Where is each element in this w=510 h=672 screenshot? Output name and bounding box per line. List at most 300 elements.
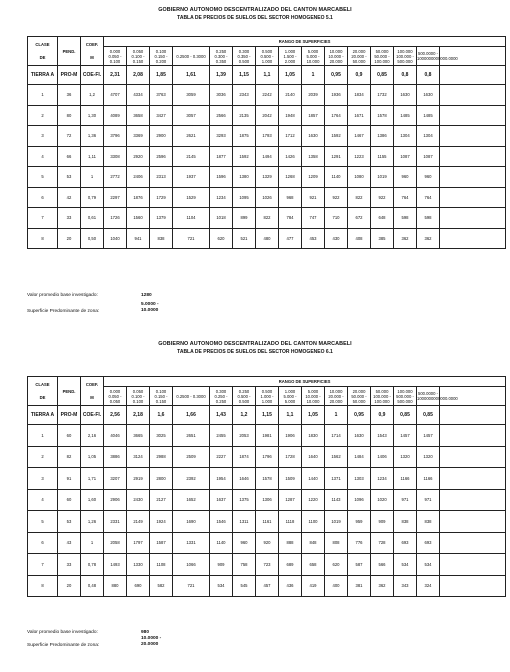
price-cell: 838 [394,511,417,533]
pendiente-header: PEND. [58,37,81,66]
price-cell: 1329 [256,167,279,188]
price-cell: 764 [417,187,440,208]
price-cell: 2900 [150,126,173,147]
area-value [141,302,159,314]
price-cell-empty [440,425,506,447]
exp-value: 2,31 [104,66,127,85]
price-cell: 909 [210,554,233,576]
price-cell: 477 [279,228,302,249]
price-cell: 1140 [325,167,348,188]
price-cell: 693 [417,532,440,554]
clase-cell: 6 [28,532,58,554]
table-row [28,208,506,229]
price-cell: 545 [233,575,256,597]
price-cell-empty [440,489,506,511]
price-cell: 1087 [394,146,417,167]
price-cell: 1303 [348,468,371,490]
range-cell: 10.000 10.000 - 20.000 [325,47,348,66]
table-row [28,489,506,511]
price-cell: 587 [348,554,371,576]
exp-value: 1,85 [150,66,173,85]
clase-cell: 1 [28,425,58,447]
price-cell: 1924 [150,511,173,533]
price-cell: 1161 [256,511,279,533]
exp-value: 2,56 [104,406,127,425]
price-cell: 2988 [150,446,173,468]
price-cell: 2227 [210,446,233,468]
price-cell: 658 [302,554,325,576]
price-cell: 1726 [104,208,127,229]
price-cell: 2800 [150,468,173,490]
price-cell: 689 [279,554,302,576]
table-row [28,105,506,126]
price-cell: 2039 [302,85,325,106]
exp-value: 1,61 [173,66,210,85]
exp-value: 1,15 [233,66,256,85]
exp-value: 1,66 [173,406,210,425]
price-cell: 1019 [371,167,394,188]
clase-cell: 2 [28,105,58,126]
price-cell: 1630 [417,85,440,106]
price-cell: 960 [417,167,440,188]
pendiente-cell: 53 [58,167,81,188]
price-cell: 1546 [210,511,233,533]
price-cell: 941 [127,228,150,249]
price-cell-empty [440,187,506,208]
price-cell: 1712 [279,126,302,147]
coef-cell: 1,30 [81,105,104,126]
price-cell: 1578 [371,105,394,126]
range-cell: 50.000 100.000 - 100.000 [371,387,394,406]
sector-5-1 [0,6,510,314]
coef-header [81,377,104,406]
avg-value-label: Valor promedio base investigado: [27,630,98,635]
price-cell: 1876 [127,187,150,208]
price-cell: 3886 [104,446,127,468]
range-cell: 0.000 0.050 - 0.100 [104,47,127,66]
price-cell: 534 [394,554,417,576]
price-cell: 3308 [104,146,127,167]
price-cell: 3658 [127,105,150,126]
price-cell-empty [440,468,506,490]
price-cell: 2509 [173,446,210,468]
price-cell: 1320 [394,446,417,468]
table-row [28,167,506,188]
pendiente-cell: 91 [58,468,81,490]
price-cell: 1019 [325,511,348,533]
price-cell: 381 [348,575,371,597]
price-cell: 1630 [302,126,325,147]
price-cell: 1509 [279,468,302,490]
table-row [28,425,506,447]
clase-cell: 4 [28,146,58,167]
price-cell: 1592 [233,146,256,167]
pendiente-cell: 20 [58,575,81,597]
price-cell: 1118 [279,511,302,533]
clase-cell: 8 [28,575,58,597]
price-cell: 1330 [127,554,150,576]
price-cell: 838 [150,228,173,249]
de-label: DE [39,395,46,400]
area-value-line2: 20.0000 [141,642,159,647]
price-cell: 362 [394,228,417,249]
range-cell: 500.0000 - 1000000000000.0000 [417,47,440,66]
coef-cell: 2,16 [81,425,104,447]
price-cell: 1529 [173,187,210,208]
table-subtitle: TABLA DE PRECIOS DE SUELOS DEL SECTOR HOMOGENEO 5.1 [177,15,333,21]
price-cell: 1646 [233,468,256,490]
price-table [27,376,506,597]
price-cell: 1467 [348,126,371,147]
price-cell: 453 [302,228,325,249]
price-cell: 343 [394,575,417,597]
price-cell: 1234 [210,187,233,208]
coef-cell: 0,50 [81,228,104,249]
clase-cell: 2 [28,446,58,468]
price-cell: 1587 [150,532,173,554]
price-cell: 822 [256,208,279,229]
exp-value: 1,05 [302,406,325,425]
expansion-row [28,66,506,85]
price-cell-empty [440,228,506,249]
table-row [28,468,506,490]
price-cell: 1494 [256,146,279,167]
clase-cell: 4 [28,489,58,511]
clase-cell: 7 [28,554,58,576]
avg-value: 1280 [141,293,152,298]
price-cell: 1018 [210,208,233,229]
m-label: M [90,55,94,60]
price-cell: 2596 [150,146,173,167]
price-cell: 1877 [210,146,233,167]
range-cell: 0.000 0.050 - 0.050 [104,387,127,406]
price-cell-empty [440,167,506,188]
price-cell: 1714 [325,425,348,447]
price-cell: 1268 [279,167,302,188]
price-cell: 1728 [279,446,302,468]
clase-cell: 3 [28,468,58,490]
price-cell: 598 [417,208,440,229]
price-cell: 922 [371,187,394,208]
area-value [141,636,161,648]
price-cell: 672 [348,208,371,229]
exp-value: 0,85 [417,406,440,425]
price-cell: 1095 [233,187,256,208]
price-cell: 1311 [233,511,256,533]
price-cell: 1087 [417,146,440,167]
price-cell: 534 [210,575,233,597]
price-cell: 3207 [104,468,127,490]
price-cell: 721 [173,575,210,597]
sector-6-1 [0,340,510,648]
clase-header [28,377,58,406]
area-value-line2: 10.0000 [141,308,159,313]
document-title: GOBIERNO AUTONOMO DESCENTRALIZADO DEL CANTON MARCABELI [158,341,352,347]
price-cell: 2058 [104,532,127,554]
range-cell: 100.000 500.000 - 500.000 [394,387,417,406]
price-cell: 1485 [417,105,440,126]
pro-m-label: PRO-M [58,66,81,85]
price-cell: 922 [325,187,348,208]
price-cell: 899 [233,208,256,229]
price-cell: 1457 [394,425,417,447]
range-cell: 1.000 1.500 - 2.000 [279,47,302,66]
price-cell: 1358 [302,146,325,167]
coef-cell: 1,11 [81,146,104,167]
range-cell: 0.250 0.300 - 0.350 [210,47,233,66]
rango-header: RANGO DE SUPERFICIES [104,377,506,387]
price-cell: 1320 [417,446,440,468]
price-cell: 1331 [173,532,210,554]
price-cell: 1484 [348,446,371,468]
price-cell: 1732 [371,85,394,106]
price-cell-empty [440,85,506,106]
price-cell: 1386 [371,126,394,147]
range-cell: 0.050 0.100 - 0.150 [127,47,150,66]
price-cell: 1592 [325,126,348,147]
price-cell: 971 [394,489,417,511]
table-row [28,446,506,468]
pendiente-cell: 60 [58,425,81,447]
price-cell: 2313 [150,167,173,188]
range-cell: 0.250 0.500 - 0.500 [233,387,256,406]
price-cell: 457 [256,575,279,597]
price-cell: 1596 [210,167,233,188]
table-row [28,554,506,576]
price-cell: 3427 [150,105,173,126]
price-cell: 690 [127,575,150,597]
price-cell: 3293 [210,126,233,147]
price-cell: 1155 [371,146,394,167]
price-cell: 534 [417,554,440,576]
price-cell: 1948 [279,105,302,126]
table-row [28,187,506,208]
price-cell: 2242 [256,85,279,106]
price-cell: 2651 [173,425,210,447]
price-cell: 1108 [150,554,173,576]
price-cell: 1166 [394,468,417,490]
price-cell: 2919 [127,468,150,490]
clase-label: CLASE [35,382,50,387]
clase-cell: 1 [28,85,58,106]
price-cell-empty [440,575,506,597]
range-cell: 0.500 1.000 - 1.000 [256,387,279,406]
price-cell: 822 [348,187,371,208]
price-cell: 582 [150,575,173,597]
price-cell: 1143 [325,489,348,511]
coef-label: COEF. [85,42,99,47]
coef-label: COEF. [85,382,99,387]
price-cell: 1954 [210,468,233,490]
coef-cell: 1,60 [81,489,104,511]
price-cell: 3796 [104,126,127,147]
price-cell: 1874 [233,446,256,468]
price-cell: 959 [348,511,371,533]
price-cell: 1797 [127,532,150,554]
price-cell: 758 [233,554,256,576]
price-cell: 324 [417,575,440,597]
pendiente-cell: 82 [58,446,81,468]
de-label: DE [39,55,46,60]
coef-cell: 1 [81,167,104,188]
area-value-line1: 10.0000 - [141,636,162,641]
price-cell: 728 [371,532,394,554]
price-cell: 1223 [348,146,371,167]
expansion-row [28,406,506,425]
price-cell-empty [440,105,506,126]
area-value-line1: 5.0000 - [141,302,159,307]
price-cell: 419 [302,575,325,597]
price-cell: 1020 [371,489,394,511]
exp-value-empty [440,406,506,425]
coef-cell: 1,36 [81,126,104,147]
price-cell: 2566 [210,105,233,126]
price-cell: 838 [417,511,440,533]
range-cell: 0.2500 - 0.3000 [173,387,210,406]
exp-value: 1,43 [210,406,233,425]
price-cell: 1937 [173,167,210,188]
exp-value: 1,15 [256,406,279,425]
price-cell: 480 [256,228,279,249]
price-cell: 1026 [256,187,279,208]
price-cell: 3369 [127,126,150,147]
price-cell: 2621 [173,126,210,147]
tierra-label: TIERRA A [28,406,58,425]
pendiente-cell: 53 [58,511,81,533]
pendiente-cell: 72 [58,126,81,147]
exp-value-empty [440,66,506,85]
price-cell: 1485 [394,105,417,126]
price-cell: 1671 [348,105,371,126]
price-cell: 1234 [371,468,394,490]
price-cell: 362 [371,575,394,597]
price-cell: 747 [302,208,325,229]
pendiente-cell: 66 [58,146,81,167]
pendiente-cell: 80 [58,105,81,126]
price-cell: 2053 [233,425,256,447]
clase-label: CLASE [35,42,50,47]
price-cell: 4089 [104,105,127,126]
exp-value: 1,1 [279,406,302,425]
range-cell: 10.000 20.000 - 20.000 [325,387,348,406]
price-cell: 1729 [150,187,173,208]
price-cell: 888 [279,532,302,554]
price-cell: 764 [394,187,417,208]
price-cell: 2920 [127,146,150,167]
range-cell: 0.100 0.150 - 0.200 [150,47,173,66]
clase-cell: 3 [28,126,58,147]
price-cell: 1440 [302,468,325,490]
exp-value: 1,6 [150,406,173,425]
price-cell: 693 [394,532,417,554]
price-cell: 1834 [348,85,371,106]
price-cell: 3025 [150,425,173,447]
table-row [28,532,506,554]
coef-header [81,37,104,66]
price-cell: 1652 [173,489,210,511]
price-cell-empty [440,126,506,147]
avg-value: 980 [141,630,150,635]
price-cell: 2149 [127,511,150,533]
range-cell: 20.000 50.000 - 50.000 [348,387,371,406]
clase-cell: 5 [28,167,58,188]
exp-value: 2,18 [127,406,150,425]
coef-cell: 1,71 [81,468,104,490]
range-cell: 0.300 0.350 - 0.500 [233,47,256,66]
price-cell: 2297 [104,187,127,208]
pendiente-cell: 42 [58,187,81,208]
price-cell: 3036 [210,85,233,106]
exp-value: 0,95 [325,66,348,85]
price-cell: 1166 [417,468,440,490]
coef-cell: 1,2 [81,85,104,106]
range-cell: 500.0000 - 1000000000000.0000 [417,387,440,406]
price-cell: 400 [325,575,348,597]
pro-m-label: PRO-M [58,406,81,425]
price-cell: 723 [256,554,279,576]
price-cell: 1080 [348,167,371,188]
price-cell: 1690 [173,511,210,533]
price-cell: 1426 [279,146,302,167]
coef-cell: 1,26 [81,511,104,533]
price-cell: 721 [173,228,210,249]
price-cell: 1796 [256,446,279,468]
price-cell: 3057 [173,105,210,126]
tierra-label: TIERRA A [28,66,58,85]
exp-value: 1,05 [279,66,302,85]
price-cell: 1140 [210,532,233,554]
price-cell: 2140 [279,85,302,106]
price-cell-empty [440,554,506,576]
range-cell: 0.300 0.250 - 0.250 [210,387,233,406]
clase-cell: 7 [28,208,58,229]
range-cell: 50.000 50.000 - 100.000 [371,47,394,66]
price-cell: 521 [233,228,256,249]
price-cell: 1562 [325,446,348,468]
table-subtitle: TABLA DE PRECIOS DE SUELOS DEL SECTOR HOMOGENEO 6.1 [177,349,333,355]
price-cell: 385 [371,228,394,249]
price-cell-empty [440,511,506,533]
price-cell: 1981 [256,425,279,447]
table-row [28,575,506,597]
price-cell: 1793 [256,126,279,147]
price-cell: 362 [417,228,440,249]
price-cell: 2772 [104,167,127,188]
document-title: GOBIERNO AUTONOMO DESCENTRALIZADO DEL CANTON MARCABELI [158,7,352,13]
price-cell: 1543 [371,425,394,447]
price-cell: 4707 [104,85,127,106]
price-cell: 3124 [127,446,150,468]
price-cell: 2145 [173,146,210,167]
area-label: Superficie Predominante de zona: [27,643,100,648]
exp-value: 1,39 [210,66,233,85]
m-label: M [90,395,94,400]
price-cell: 1493 [104,554,127,576]
price-cell: 1209 [302,167,325,188]
price-cell: 784 [279,208,302,229]
range-cell: 0.100 0.150 - 0.150 [150,387,173,406]
price-cell: 1560 [127,208,150,229]
price-cell: 1406 [371,446,394,468]
price-cell: 776 [348,532,371,554]
price-cell: 1630 [348,425,371,447]
clase-header [28,37,58,66]
table-row [28,146,506,167]
price-cell: 2906 [104,489,127,511]
price-cell: 808 [325,532,348,554]
exp-value: 1,1 [256,66,279,85]
exp-value: 1 [325,406,348,425]
